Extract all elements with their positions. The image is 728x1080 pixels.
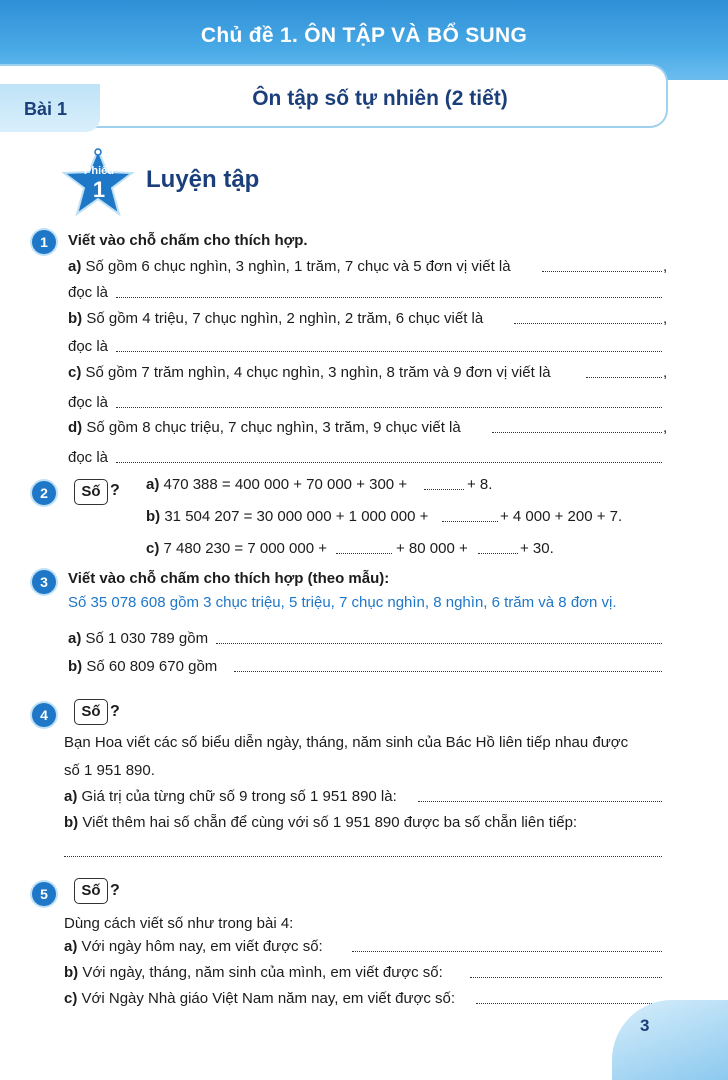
answer-blank[interactable]	[116, 338, 662, 352]
item-label: b)	[64, 814, 79, 831]
item-text: Số gồm 8 chục triệu, 7 chục nghìn, 3 trăm, 9 chục viết là	[86, 419, 461, 436]
item-text: Viết thêm hai số chẵn để cùng với số 1 951 890 được ba số chẵn liên tiếp:	[82, 814, 578, 831]
answer-blank[interactable]	[116, 394, 662, 408]
item-text: 31 504 207 = 30 000 000 + 1 000 000 +	[164, 508, 429, 525]
number-box: Số	[74, 479, 108, 505]
item-text: Với ngày hôm nay, em viết được số:	[81, 938, 323, 955]
question-number-badge: 1	[32, 230, 56, 254]
question-number-badge: 5	[32, 882, 56, 906]
question-mark: ?	[110, 882, 120, 899]
item-text: + 8.	[467, 476, 493, 493]
item-label: a)	[146, 476, 160, 493]
question-item	[68, 629, 208, 649]
answer-blank[interactable]	[64, 843, 662, 857]
question-item	[64, 937, 323, 957]
page-number: 3	[640, 1016, 650, 1035]
page-corner-decoration	[612, 1000, 728, 1080]
answer-blank[interactable]	[442, 508, 498, 522]
question-item	[64, 813, 577, 833]
number-box: Số	[74, 699, 108, 725]
comma: ,	[663, 258, 668, 275]
item-text: Với Ngày Nhà giáo Việt Nam năm nay, em viết được số:	[81, 990, 455, 1007]
number-box: Số	[74, 878, 108, 904]
question-item	[146, 507, 428, 527]
answer-blank[interactable]	[116, 449, 662, 463]
item-label: b)	[68, 658, 83, 675]
item-label: b)	[146, 508, 161, 525]
answer-blank[interactable]	[418, 788, 662, 802]
read-label: đọc là	[68, 338, 109, 355]
question-number-badge: 3	[32, 570, 56, 594]
item-text: Số gồm 6 chục nghìn, 3 nghìn, 1 trăm, 7 chục và 5 đơn vị viết là	[85, 258, 511, 275]
question-title: Viết vào chỗ chấm cho thích hợp.	[68, 232, 308, 249]
answer-blank[interactable]	[116, 284, 662, 298]
answer-blank[interactable]	[352, 938, 662, 952]
answer-blank[interactable]	[470, 964, 662, 978]
question-item	[68, 363, 551, 383]
question-item	[68, 257, 511, 277]
question-item	[68, 418, 461, 438]
answer-blank[interactable]	[514, 310, 662, 324]
question-item	[64, 963, 443, 983]
worksheet-title: Luyện tập	[146, 166, 260, 193]
item-text: Số gồm 4 triệu, 7 chục nghìn, 2 nghìn, 2 trăm, 6 chục viết là	[86, 310, 484, 327]
question-number-badge: 2	[32, 481, 56, 505]
worksheet-label: Phiếu	[84, 165, 114, 177]
item-label: c)	[64, 990, 78, 1007]
question-intro: số 1 951 890.	[64, 762, 155, 779]
item-text: + 4 000 + 200 + 7.	[500, 508, 623, 525]
answer-blank[interactable]	[424, 476, 464, 490]
question-intro: Bạn Hoa viết các số biểu diễn ngày, tháng, năm sinh của Bác Hồ liên tiếp nhau được	[64, 734, 629, 751]
answer-blank[interactable]	[542, 258, 662, 272]
question-mark: ?	[110, 703, 120, 720]
answer-blank[interactable]	[216, 630, 662, 644]
lesson-title: Ôn tập số tự nhiên (2 tiết)	[252, 87, 508, 110]
answer-blank[interactable]	[336, 540, 392, 554]
example-text: Số 35 078 608 gồm 3 chục triệu, 5 triệu, 7 chục nghìn, 8 nghìn, 6 trăm và 8 đơn vị.	[68, 594, 617, 611]
item-text: 470 388 = 400 000 + 70 000 + 300 +	[163, 476, 408, 493]
question-mark: ?	[110, 482, 120, 499]
answer-blank[interactable]	[478, 540, 518, 554]
lesson-number: Bài 1	[24, 99, 68, 119]
item-text: + 30.	[520, 540, 554, 557]
question-item	[64, 787, 397, 807]
comma: ,	[663, 364, 668, 381]
question-item	[68, 657, 217, 677]
question-item	[146, 475, 407, 495]
question-intro: Dùng cách viết số như trong bài 4:	[64, 915, 294, 932]
worksheet-number: 1	[92, 177, 106, 202]
read-label: đọc là	[68, 449, 109, 466]
read-label: đọc là	[68, 284, 109, 301]
chapter-title: Chủ đề 1. ÔN TẬP VÀ BỔ SUNG	[200, 24, 528, 47]
item-label: a)	[64, 788, 78, 805]
item-label: c)	[146, 540, 160, 557]
question-title: Viết vào chỗ chấm cho thích hợp (theo mẫu):	[68, 570, 390, 587]
question-item	[64, 989, 455, 1009]
comma: ,	[663, 310, 668, 327]
question-number-badge: 4	[32, 703, 56, 727]
item-text: 7 480 230 = 7 000 000 +	[163, 540, 327, 557]
item-label: a)	[68, 630, 82, 647]
item-text: Số 1 030 789 gồm	[85, 630, 209, 647]
question-item	[146, 539, 327, 559]
item-label: c)	[68, 364, 82, 381]
item-text: Số gồm 7 trăm nghìn, 4 chục nghìn, 3 nghìn, 8 trăm và 9 đơn vị viết là	[85, 364, 551, 381]
item-label: d)	[68, 419, 83, 436]
answer-blank[interactable]	[234, 658, 662, 672]
item-label: a)	[68, 258, 82, 275]
answer-blank[interactable]	[492, 419, 662, 433]
comma: ,	[663, 419, 668, 436]
question-item	[68, 309, 483, 329]
item-text: + 80 000 +	[396, 540, 468, 557]
answer-blank[interactable]	[586, 364, 662, 378]
item-label: b)	[68, 310, 83, 327]
item-text: Số 60 809 670 gồm	[86, 658, 218, 675]
answer-blank[interactable]	[476, 990, 662, 1004]
item-text: Với ngày, tháng, năm sinh của mình, em viết được số:	[82, 964, 443, 981]
read-label: đọc là	[68, 394, 109, 411]
item-text: Giá trị của từng chữ số 9 trong số 1 951 890 là:	[81, 788, 397, 805]
item-label: a)	[64, 938, 78, 955]
item-label: b)	[64, 964, 79, 981]
